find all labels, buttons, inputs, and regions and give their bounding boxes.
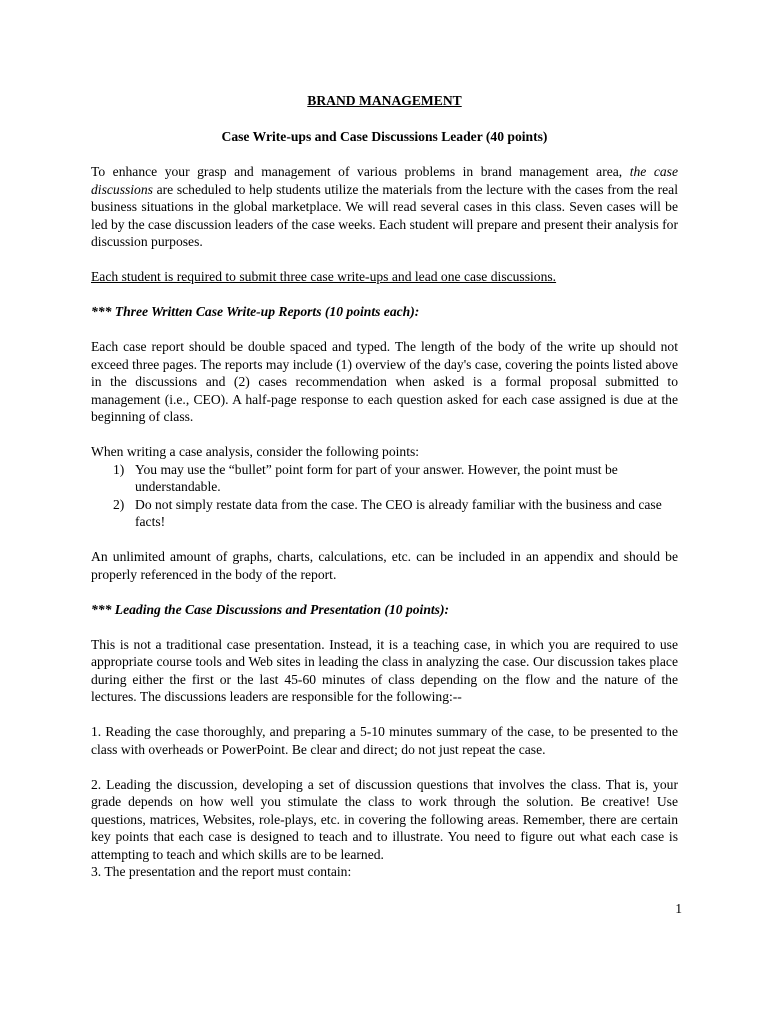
points-list (91, 461, 678, 531)
discussion-item-1: 1. Reading the case thoroughly, and preparing a 5-10 minutes summary of the case, to be presented to the class with overheads or PowerPoint. Be clear and direct; do not just repeat the case. (91, 724, 678, 757)
points-intro: When writing a case analysis, consider the following points: (91, 444, 420, 459)
appendix-paragraph: An unlimited amount of graphs, charts, calculations, etc. can be included in an appendix and should be properly referenced in the body of the report. (91, 549, 678, 582)
intro-emphasis: the case discussions (91, 164, 678, 197)
list-item-text: You may use the “bullet” point form for part of your answer. However, the point must be understandable. (135, 461, 618, 494)
intro-paragraph (91, 163, 678, 251)
intro-text-after: are scheduled to help students utilize the materials from the lecture with the cases from the real business situations in the global marketplace. We will read several cases in this class. Seven cases will be led by the case discussion leaders of the case weeks. Each student will prepare and present their analysis for discussion purposes. (91, 181, 678, 249)
document-subtitle: Case Write-ups and Case Discussions Leader (40 points) (221, 128, 548, 144)
write-up-body: Each case report should be double spaced and typed. The length of the body of the write up should not exceed three pages. The reports may include (1) overview of the day's case, covering the points listed above in the discussions and (2) cases recommendation when asked is a formal proposal submitted to management (i.e., CEO). A half-page response to each question asked for each case assigned is due at the beginning of class. (91, 339, 678, 424)
discussion-item-2: 2. Leading the discussion, developing a set of discussion questions that involves the class. That is, your grade depends on how well you stimulate the class to work through the solution. Be creative! Use questions, matrices, Websites, role-plays, etc. in covering the following areas. Remember, there are certain key points that each case is designed to teach and to illustrate. You need to figure out what each case is attempting to teach and which skills are to be learned. (91, 776, 678, 862)
list-item (91, 496, 678, 531)
list-item-number: 1) (113, 461, 125, 477)
requirement-statement: Each student is required to submit three case write-ups and lead one case discussions. (91, 269, 557, 284)
discussion-item-3: 3. The presentation and the report must contain: (91, 864, 352, 879)
list-item-text: Do not simply restate data from the case. The CEO is already familiar with the business and case facts! (135, 496, 662, 529)
list-item (91, 461, 678, 496)
document-page (91, 92, 678, 881)
section-heading-write-ups: *** Three Written Case Write-up Reports (10 points each): (91, 304, 420, 319)
intro-text-before: To enhance your grasp and management of various problems in brand management area, (91, 164, 630, 179)
list-item-number: 2) (113, 496, 125, 512)
document-title: BRAND MANAGEMENT (307, 93, 462, 108)
section-heading-discussions: *** Leading the Case Discussions and Presentation (10 points): (91, 601, 450, 617)
discussion-body: This is not a traditional case presentation. Instead, it is a teaching case, in which you are required to use appropriate course tools and Web sites in leading the class in analyzing the case. Our discussion takes place during either the first or the last 45-60 minutes of class depending on the flow and the nature of the lectures. The discussions leaders are responsible for the following:-- (91, 636, 678, 704)
page-number: 1 (675, 901, 682, 916)
